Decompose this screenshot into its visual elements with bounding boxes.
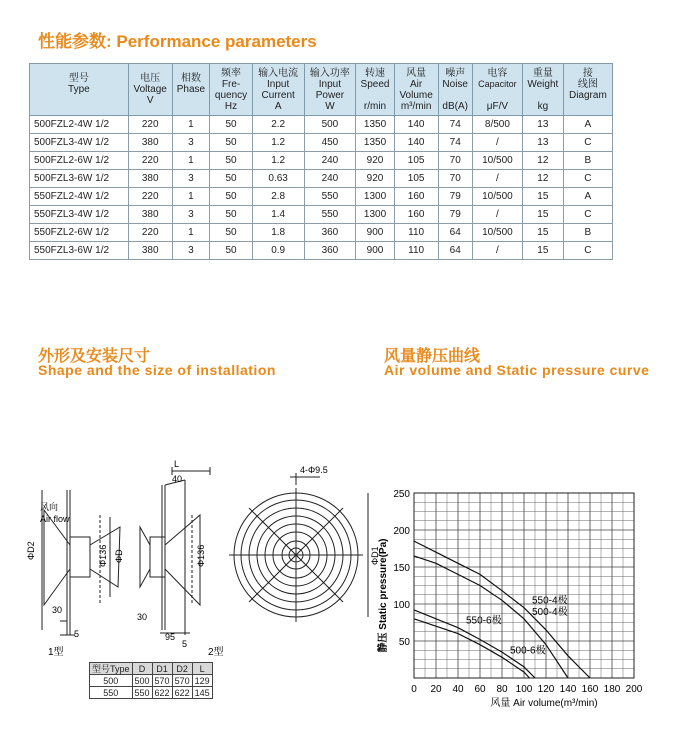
table-cell: 13 [522, 134, 563, 152]
table-cell: B [563, 152, 612, 170]
table-row [30, 242, 613, 260]
dim-d-label: ΦD [114, 549, 124, 563]
air-volume-chart [376, 489, 643, 709]
header-line: Capacitor [478, 78, 517, 89]
type1-label: 1型 [48, 647, 64, 658]
table-cell: 0.63 [252, 170, 304, 188]
table-cell: 50 [210, 116, 252, 134]
header-line: Phase [176, 84, 206, 95]
dims-cell: 129 [192, 675, 212, 687]
table-cell: 3 [172, 170, 210, 188]
table-cell: 550FZL3-6W 1/2 [30, 242, 129, 260]
header-line [524, 90, 562, 101]
header-line: μF/V [486, 100, 509, 112]
installation-drawings [0, 455, 688, 749]
table-cell: 500FZL3-4W 1/2 [30, 134, 129, 152]
header-line: 转速 [365, 67, 386, 79]
table-cell: 13 [522, 116, 563, 134]
table-body [30, 116, 613, 260]
dims-row [90, 675, 213, 687]
dim-l-label: L [174, 459, 180, 469]
header-line: Type [68, 84, 90, 95]
header-line: 输入功率 [309, 67, 350, 79]
airflow-label-cn: 风向 [40, 502, 59, 512]
table-row [30, 134, 613, 152]
table-cell: 380 [128, 242, 172, 260]
table-cell: / [472, 134, 522, 152]
table-cell: 10/500 [472, 188, 522, 206]
table-cell: 79 [438, 188, 472, 206]
table-cell: 50 [210, 152, 252, 170]
table-cell: 360 [304, 242, 356, 260]
shape-title-en: Shape and the size of installation [38, 362, 276, 378]
header-cell [210, 64, 252, 116]
table-cell: 15 [522, 188, 563, 206]
table-row [30, 116, 613, 134]
header-line: Weight [527, 78, 559, 90]
dim-5-label-2: 5 [182, 639, 188, 649]
table-cell: 1.2 [252, 152, 304, 170]
table-header-row [30, 64, 613, 116]
table-cell: 920 [356, 170, 394, 188]
header-line: Diagram [568, 89, 607, 101]
dims-cell: 550 [132, 687, 152, 699]
table-row [30, 152, 613, 170]
table-cell: 50 [210, 170, 252, 188]
header-line [31, 95, 127, 106]
header-line: m³/min [400, 100, 432, 112]
dims-header-cell: D [132, 663, 152, 675]
table-cell: 74 [438, 116, 472, 134]
dim-136-label: Φ136 [98, 544, 108, 567]
table-cell: 64 [438, 242, 472, 260]
header-line: 型号 [68, 73, 89, 84]
table-cell: 450 [304, 134, 356, 152]
table-cell: 220 [128, 116, 172, 134]
y-tick-label: 150 [393, 563, 410, 574]
airflow-label-en: Air flow [40, 514, 70, 524]
table-cell: 1.2 [252, 134, 304, 152]
table-cell: / [472, 206, 522, 224]
table-cell: 50 [210, 188, 252, 206]
header-line [357, 90, 392, 101]
header-line: Hz [224, 100, 238, 112]
table-cell: C [563, 206, 612, 224]
table-cell: 1300 [356, 188, 394, 206]
dim-136-label-2: Φ136 [196, 544, 206, 567]
table-cell: 220 [128, 188, 172, 206]
table-cell: 550 [304, 188, 356, 206]
header-line: 噪声 [445, 67, 466, 79]
dim-95-label: 95 [165, 632, 176, 642]
y-tick-label: 200 [393, 526, 410, 537]
dims-cell: 500 [90, 675, 133, 687]
header-cell [472, 64, 522, 116]
header-line: 电压 [140, 73, 161, 84]
table-row [30, 206, 613, 224]
table-cell: / [472, 242, 522, 260]
table-cell: 3 [172, 242, 210, 260]
dim-30-label-2: 30 [137, 612, 148, 622]
header-line [565, 101, 611, 112]
table-cell: 15 [522, 224, 563, 242]
header-line: kg [537, 100, 549, 112]
table-cell: 550 [304, 206, 356, 224]
table-cell: 50 [210, 242, 252, 260]
header-line: 相数 [180, 73, 201, 84]
dims-row [90, 687, 213, 699]
shape-title-cn: 外形及安装尺寸 [38, 348, 151, 365]
header-line [474, 90, 521, 101]
table-cell: 900 [356, 224, 394, 242]
header-line: W [325, 100, 335, 112]
table-cell: 10/500 [472, 152, 522, 170]
x-tick-label: 180 [603, 684, 621, 695]
table-cell: 550FZL2-6W 1/2 [30, 224, 129, 242]
header-cell [522, 64, 563, 116]
table-cell: 500FZL3-6W 1/2 [30, 170, 129, 188]
table-cell: A [563, 188, 612, 206]
table-cell: A [563, 116, 612, 134]
header-line: Input [318, 78, 342, 90]
table-cell: 50 [210, 134, 252, 152]
header-cell [394, 64, 438, 116]
header-line: V [146, 95, 154, 106]
table-cell: 12 [522, 152, 563, 170]
dim-30-label: 30 [52, 605, 63, 615]
table-cell: C [563, 170, 612, 188]
table-cell: 550FZL2-4W 1/2 [30, 188, 129, 206]
table-cell: 500FZL2-6W 1/2 [30, 152, 129, 170]
dim-d1-label: ΦD1 [370, 546, 380, 565]
x-tick-label: 100 [515, 684, 533, 695]
y-tick-label: 250 [393, 489, 410, 500]
table-cell: 8/500 [472, 116, 522, 134]
dimensions-table [89, 662, 213, 699]
table-cell: 50 [210, 224, 252, 242]
x-tick-label: 60 [474, 684, 486, 695]
table-cell: 380 [128, 134, 172, 152]
performance-table [29, 63, 613, 260]
header-line: A [274, 100, 282, 112]
table-cell: 220 [128, 224, 172, 242]
table-cell: 79 [438, 206, 472, 224]
header-line: Fre- [221, 78, 241, 90]
table-row [30, 170, 613, 188]
x-tick-label: 40 [452, 684, 464, 695]
table-cell: 140 [394, 134, 438, 152]
table-cell: 10/500 [472, 224, 522, 242]
y-tick-label: 50 [398, 637, 410, 648]
table-cell: 105 [394, 170, 438, 188]
dim-5-label: 5 [74, 629, 80, 639]
header-line: 接 [582, 67, 593, 79]
dims-cell: 570 [152, 675, 172, 687]
header-line: Current [261, 89, 295, 101]
dim-40-label: 40 [172, 474, 183, 484]
header-line: quency [214, 89, 248, 101]
table-cell: 110 [394, 242, 438, 260]
dims-header-row [90, 663, 213, 675]
header-cell [563, 64, 612, 116]
performance-title: 性能参数: Performance parameters [38, 32, 317, 51]
table-cell: 50 [210, 206, 252, 224]
table-cell: 15 [522, 206, 563, 224]
table-cell: 1 [172, 188, 210, 206]
dims-cell: 570 [172, 675, 192, 687]
x-tick-label: 200 [625, 684, 643, 695]
y-tick-label: 100 [393, 600, 410, 611]
dimensions-body [90, 663, 213, 699]
table-cell: 70 [438, 170, 472, 188]
table-cell: 12 [522, 170, 563, 188]
table-cell: 160 [394, 206, 438, 224]
header-line: Air [410, 78, 423, 90]
dims-cell: 550 [90, 687, 133, 699]
dims-cell: 500 [132, 675, 152, 687]
table-cell: 15 [522, 242, 563, 260]
table-cell: 140 [394, 116, 438, 134]
table-cell: 360 [304, 224, 356, 242]
header-line: dB(A) [442, 100, 468, 112]
header-line: Noise [442, 78, 468, 90]
x-tick-label: 0 [411, 684, 417, 695]
x-tick-label: 20 [430, 684, 442, 695]
header-line: 频率 [221, 67, 242, 79]
table-cell: 3 [172, 206, 210, 224]
table-cell: 500 [304, 116, 356, 134]
table-cell: 240 [304, 152, 356, 170]
series-label: 550-4极 [532, 595, 568, 607]
series-label: 550-6极 [466, 615, 502, 627]
dims-header-cell: D1 [152, 663, 172, 675]
table-cell: 1 [172, 152, 210, 170]
table-cell: 920 [356, 152, 394, 170]
table-cell: 2.8 [252, 188, 304, 206]
type2-label: 2型 [208, 647, 224, 658]
header-line: 风量 [406, 67, 427, 79]
header-line [174, 95, 209, 106]
dims-header-cell: L [192, 663, 212, 675]
x-tick-label: 80 [496, 684, 508, 695]
header-cell [172, 64, 210, 116]
dims-cell: 145 [192, 687, 212, 699]
fan-guard-drawing [229, 473, 368, 622]
series-label: 500-4极 [532, 606, 568, 618]
dims-cell: 622 [172, 687, 192, 699]
x-tick-label: 140 [559, 684, 577, 695]
header-line: Volume [399, 89, 433, 101]
table-cell: 1350 [356, 116, 394, 134]
header-cell [356, 64, 394, 116]
table-cell: 1 [172, 116, 210, 134]
header-line: Power [315, 89, 345, 101]
curve-title-cn: 风量静压曲线 [384, 348, 481, 365]
header-cell [128, 64, 172, 116]
table-cell: 1.4 [252, 206, 304, 224]
dim-d2-label: ΦD2 [26, 541, 36, 560]
table-cell: 1 [172, 224, 210, 242]
header-line: 电容 [487, 67, 508, 79]
series-label: 500-6极 [510, 645, 546, 657]
header-line: 线图 [577, 78, 598, 90]
table-cell: 74 [438, 134, 472, 152]
table-cell: / [472, 170, 522, 188]
header-line: Input [267, 78, 290, 90]
header-cell [438, 64, 472, 116]
hole-label: 4-Φ9.5 [300, 465, 328, 475]
table-row [30, 224, 613, 242]
table-cell: 1350 [356, 134, 394, 152]
header-line: 重量 [532, 67, 553, 79]
header-line: Voltage [133, 84, 167, 95]
y-axis-label: 静压 Static pressure(Pa) [378, 538, 389, 653]
dims-header-cell: 型号Type [90, 663, 133, 675]
table-cell: 240 [304, 170, 356, 188]
x-tick-label: 120 [537, 684, 555, 695]
header-line: r/min [363, 100, 387, 112]
header-cell [304, 64, 356, 116]
header-cell [252, 64, 304, 116]
table-cell: 1300 [356, 206, 394, 224]
header-line: Speed [360, 78, 390, 90]
table-cell: C [563, 134, 612, 152]
table-row [30, 188, 613, 206]
table-cell: 3 [172, 134, 210, 152]
table-cell: 220 [128, 152, 172, 170]
table-cell: B [563, 224, 612, 242]
header-cell [30, 64, 129, 116]
table-cell: 105 [394, 152, 438, 170]
header-line: 输入电流 [258, 67, 299, 79]
table-cell: 160 [394, 188, 438, 206]
table-cell: 2.2 [252, 116, 304, 134]
table-cell: 1.8 [252, 224, 304, 242]
x-tick-label: 160 [581, 684, 599, 695]
table-cell: 900 [356, 242, 394, 260]
table-cell: 380 [128, 170, 172, 188]
table-cell: 110 [394, 224, 438, 242]
table-cell: 550FZL3-4W 1/2 [30, 206, 129, 224]
curve-title-en: Air volume and Static pressure curve [384, 362, 650, 378]
table-cell: 380 [128, 206, 172, 224]
table-cell: 500FZL2-4W 1/2 [30, 116, 129, 134]
dims-header-cell: D2 [172, 663, 192, 675]
table-cell: C [563, 242, 612, 260]
table-cell: 64 [438, 224, 472, 242]
x-axis-label: 风量 Air volume(m³/min) [490, 698, 598, 709]
dims-cell: 622 [152, 687, 172, 699]
header-line [440, 90, 471, 101]
table-cell: 0.9 [252, 242, 304, 260]
table-cell: 70 [438, 152, 472, 170]
